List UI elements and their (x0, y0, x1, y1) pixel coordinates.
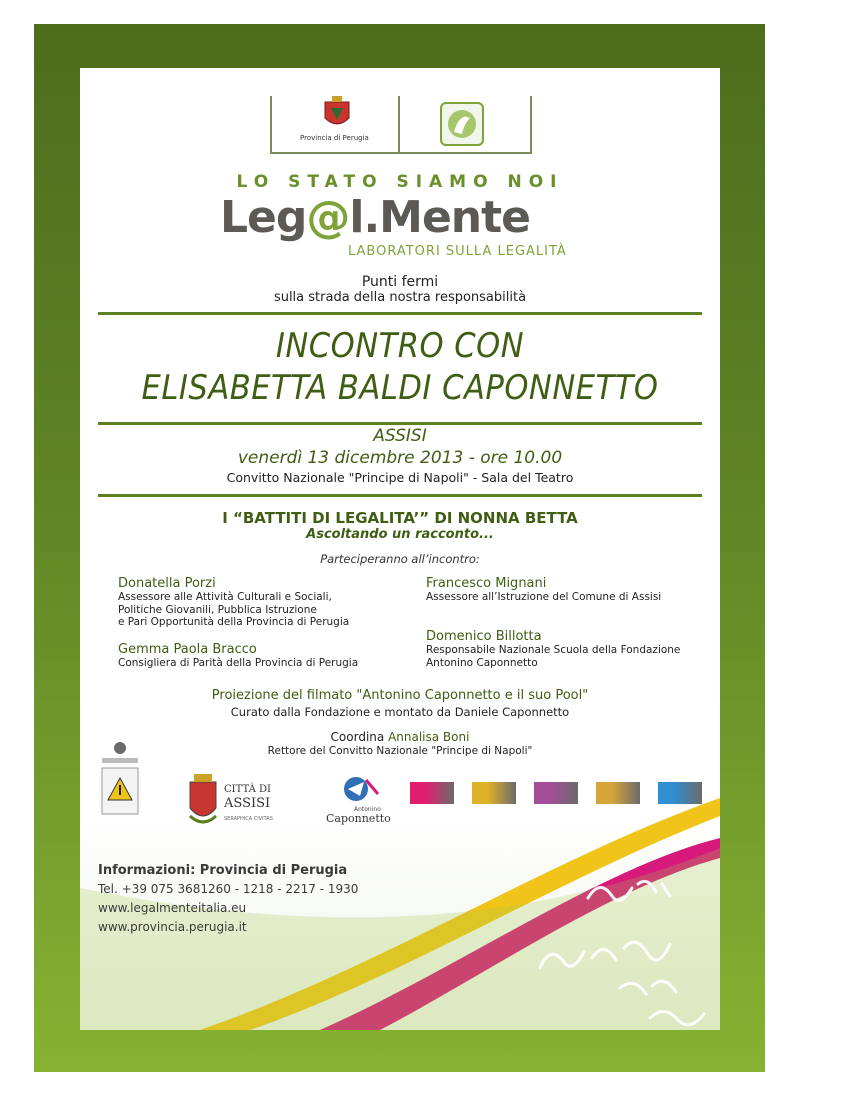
poster-panel (80, 68, 720, 1030)
participant-name: Francesco Mignani (426, 576, 547, 591)
program-subtitle: I “BATTITI DI LEGALITA’” DI NONNA BETTA (222, 509, 578, 527)
color-swatch (596, 782, 640, 804)
caponnetto-emblem-icon (340, 774, 380, 804)
assisi-logo-line1: CITTÀ DI (224, 784, 271, 795)
brand-subtitle: LABORATORI SULLA LEGALITÀ (348, 244, 567, 259)
film-title: Proiezione del filmato "Antonino Caponnetto e il suo Pool" (211, 688, 589, 703)
participant-role: Politiche Giovanili, Pubblica Istruzione (118, 603, 317, 616)
event-venue: Convitto Nazionale "Principe di Napoli" - Sala del Teatro (226, 470, 574, 485)
program-subtitle-2: Ascoltando un racconto... (306, 527, 494, 542)
participant-role: e Pari Opportunità della Provincia di Perugia (118, 616, 350, 628)
info-phone: Tel. +39 075 3681260 - 1218 - 2217 - 1930 (98, 882, 359, 896)
brand-right: l.Mente (349, 192, 530, 243)
info-web-2: www.provincia.perugia.it (98, 920, 247, 934)
caponnetto-logo (320, 774, 400, 830)
province-logo-text: Provincia di Perugia (300, 134, 369, 142)
coordinator-prefix: Coordina (330, 730, 389, 744)
brand-left: Leg (220, 192, 307, 243)
color-swatch (410, 782, 454, 804)
participant-role: Responsabile Nazionale Scuola della Fondazione (426, 644, 681, 656)
participant-name: Domenico Billotta (426, 629, 542, 644)
film-credits: Curato dalla Fondazione e montato da Daniele Caponnetto (230, 705, 570, 719)
participant-role: Antonino Caponnetto (426, 656, 538, 669)
ministry-logo-icon (98, 740, 142, 820)
brand-at: @ (306, 192, 350, 243)
caponnetto-logo-small: Antonino (354, 806, 381, 813)
assisi-logo-line2: ASSISI (224, 796, 271, 811)
participant-role: Assessore alle Attività Culturali e Sociali, (118, 591, 332, 603)
assisi-crest-icon (186, 772, 220, 828)
event-city: ASSISI (373, 426, 427, 446)
participant-role: Consigliera di Parità della Provincia di Perugia (118, 657, 359, 669)
participant-name: Gemma Paola Bracco (118, 642, 257, 657)
lead-line-1: Punti fermi (361, 274, 439, 290)
title-line-1: INCONTRO CON (275, 326, 525, 366)
event-date: venerdì 13 dicembre 2013 - ore 10.00 (237, 448, 563, 468)
title-line-2: ELISABETTA BALDI CAPONNETTO (141, 368, 659, 408)
coordinator-role: Rettore del Convitto Nazionale "Principe di Napoli" (267, 745, 533, 757)
color-swatch (534, 782, 578, 804)
info-title: Informazioni: Provincia di Perugia (98, 863, 348, 878)
coordinator-name: Annalisa Boni (388, 730, 470, 744)
participant-role: Assessore all’Istruzione del Comune di Assisi (426, 591, 662, 603)
color-swatch (658, 782, 702, 804)
handwritten-lettering-icon (500, 858, 720, 1028)
assisi-logo (186, 772, 276, 832)
caponnetto-logo-big: Caponnetto (326, 812, 391, 825)
slogan: LO STATO SIAMO NOI (236, 172, 564, 192)
color-swatch (472, 782, 516, 804)
participant-name: Donatella Porzi (118, 576, 216, 591)
assisi-logo-line3: SERAPHICA CIVITAS (224, 816, 273, 822)
lead-line-2: sulla strada della nostra responsabilità (273, 290, 527, 305)
participants-intro: Parteciperanno all’incontro: (320, 552, 480, 566)
info-web-1: www.legalmenteitalia.eu (98, 901, 247, 915)
